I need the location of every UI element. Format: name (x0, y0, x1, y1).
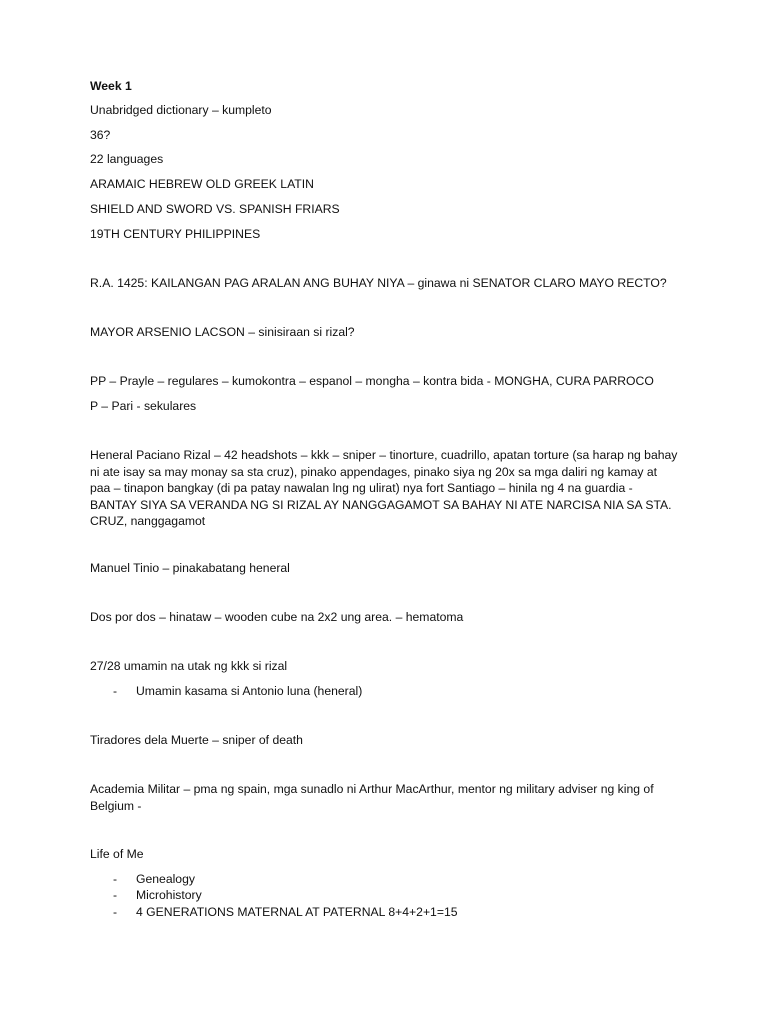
bullet-item: 4 GENERATIONS MATERNAL AT PATERNAL 8+4+2+1=15 (136, 905, 458, 919)
note-line: 27/28 umamin na utak ng kkk si rizal (90, 659, 288, 673)
note-paragraph: Heneral Paciano Rizal – 42 headshots – kkk – sniper – tinorture, cuadrillo, apatan torture (sa harap ng bahay ni ate isay sa may monay sa sta cruz), pinako appendages, pinako siya ng 20x sa mga daliri ng kamay at paa – tinapon bangkay (di pa patay nawalan lng ng ulirat) nya fort Santiago – hinila ng 4 na guardia - BANTAY SIYA SA VERANDA NG SI RIZAL AY NANGGAGAMOT SA BAHAY NI ATE NARCISA NIA SA STA. CRUZ, nanggagamot (90, 448, 678, 528)
note-line: Manuel Tinio – pinakabatang heneral (90, 561, 290, 575)
note-line: R.A. 1425: KAILANGAN PAG ARALAN ANG BUHAY NIYA – ginawa ni SENATOR CLARO MAYO RECTO? (90, 276, 667, 290)
bullet-marker: - (113, 872, 118, 886)
document-heading: Week 1 (90, 79, 132, 93)
note-line: P – Pari - sekulares (90, 399, 197, 413)
bullet-item: Microhistory (136, 888, 202, 902)
note-line: ARAMAIC HEBREW OLD GREEK LATIN (90, 177, 314, 191)
bullet-marker: - (113, 905, 118, 919)
bullet-marker: - (113, 888, 118, 902)
note-line: 36? (90, 128, 111, 142)
note-line: Unabridged dictionary – kumpleto (90, 103, 272, 117)
bullet-item: Genealogy (136, 872, 195, 886)
note-line: MAYOR ARSENIO LACSON – sinisiraan si rizal? (90, 325, 355, 339)
note-line: Tiradores dela Muerte – sniper of death (90, 733, 303, 747)
bullet-marker: - (113, 684, 118, 698)
note-line: 22 languages (90, 152, 164, 166)
bullet-item: Umamin kasama si Antonio luna (heneral) (136, 684, 363, 698)
note-line: Life of Me (90, 847, 144, 861)
note-line: Dos por dos – hinataw – wooden cube na 2x2 ung area. – hematoma (90, 610, 464, 624)
note-line: 19TH CENTURY PHILIPPINES (90, 227, 261, 241)
note-paragraph: Academia Militar – pma ng spain, mga sunadlo ni Arthur MacArthur, mentor ng military adviser ng king of Belgium - (90, 782, 654, 813)
note-line: PP – Prayle – regulares – kumokontra – espanol – mongha – kontra bida - MONGHA, CURA PARROCO (90, 374, 654, 388)
note-line: SHIELD AND SWORD VS. SPANISH FRIARS (90, 202, 340, 216)
